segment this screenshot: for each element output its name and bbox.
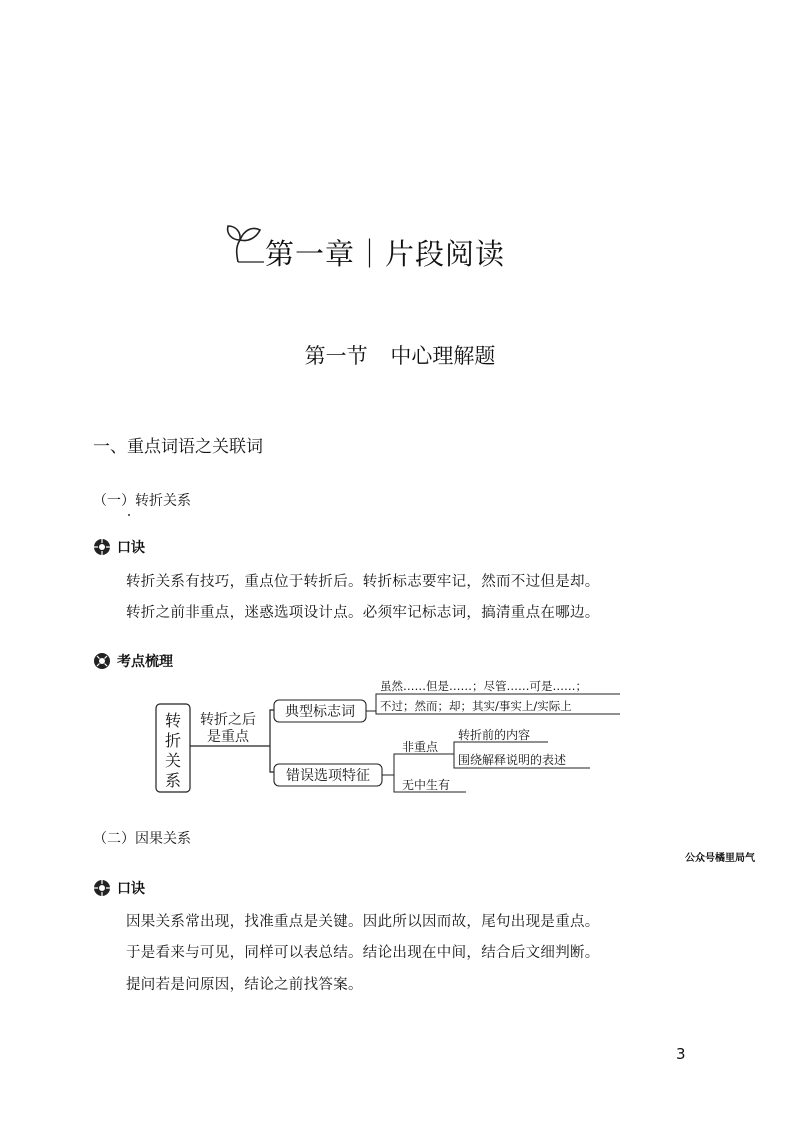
mnemonic-line: 于是看来与可见，同样可以表总结。结论出现在中间，结合后文细判断。 bbox=[126, 945, 600, 961]
points-heading bbox=[93, 651, 173, 671]
fabricated-label: 无中生有 bbox=[402, 778, 451, 792]
root-char: 系 bbox=[164, 771, 182, 790]
mnemonic-line: 转折之前非重点，迷惑选项设计点。必须牢记标志词，搞清重点在哪边。 bbox=[126, 605, 600, 621]
typical-words-line1: 虽然……但是……；尽管……可是……； bbox=[380, 679, 587, 693]
non-focus-label: 非重点 bbox=[402, 740, 439, 754]
flower-icon bbox=[93, 652, 111, 670]
mnemonic-line: 提问若是问原因，结论之前找答案。 bbox=[126, 977, 363, 993]
chapter-title: 第一章｜片段阅读 bbox=[265, 237, 506, 271]
focus-label-line2: 是重点 bbox=[207, 729, 249, 745]
sprout-icon bbox=[218, 218, 268, 268]
non-focus-item: 转折前的内容 bbox=[458, 728, 531, 742]
root-char: 转 bbox=[164, 711, 182, 730]
watermark: 公众号橘里局气 bbox=[685, 853, 755, 864]
mnemonic-line: 因果关系常出现，找准重点是关键。因此所以因而故，尾句出现是重点。 bbox=[126, 914, 600, 930]
root-char: 折 bbox=[164, 731, 182, 750]
flower-icon bbox=[93, 538, 111, 556]
section-number: 第一节 bbox=[304, 344, 368, 368]
mnemonic-heading bbox=[93, 537, 145, 557]
heading-causal: （二）因果关系 bbox=[93, 831, 191, 847]
section-title bbox=[0, 340, 800, 370]
typical-label: 典型标志词 bbox=[285, 704, 355, 720]
points-label: 考点梳理 bbox=[117, 654, 173, 670]
mnemonic-label: 口诀 bbox=[117, 540, 145, 556]
section-name: 中心理解题 bbox=[390, 344, 496, 368]
stray-dot bbox=[128, 514, 130, 516]
mnemonic-label: 口诀 bbox=[117, 881, 145, 897]
mnemonic-line: 转折关系有技巧，重点位于转折后。转折标志要牢记，然而不过但是却。 bbox=[126, 574, 600, 590]
wrong-label: 错误选项特征 bbox=[286, 768, 370, 784]
bracket bbox=[270, 710, 274, 772]
non-focus-item: 围绕解释说明的表述 bbox=[458, 753, 567, 767]
mnemonic-heading bbox=[93, 878, 145, 898]
contrast-mindmap bbox=[150, 672, 630, 802]
flower-icon bbox=[93, 879, 111, 897]
typical-words-line2: 不过；然而；却；其实/事实上/实际上 bbox=[380, 699, 572, 713]
page-number: 3 bbox=[676, 1045, 686, 1063]
root-char: 关 bbox=[164, 751, 182, 770]
heading-contrast: （一）转折关系 bbox=[93, 493, 191, 509]
heading-keywords: 一、重点词语之关联词 bbox=[93, 437, 263, 457]
focus-label-line1: 转折之后 bbox=[200, 712, 256, 728]
